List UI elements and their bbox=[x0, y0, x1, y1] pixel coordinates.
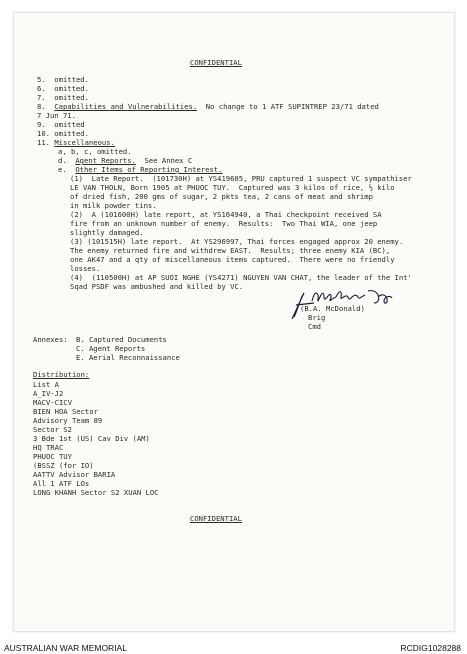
signature-name: (B.A. McDonald) bbox=[300, 304, 365, 313]
archive-footer-left: AUSTRALIAN WAR MEMORIAL bbox=[4, 643, 127, 653]
item-11-d-text: See Annex C bbox=[135, 156, 193, 165]
report-line: slightly damaged. bbox=[70, 228, 144, 237]
item-10: 10. omitted. bbox=[37, 129, 89, 138]
item-8 bbox=[37, 103, 379, 111]
distribution-heading: Distribution: bbox=[33, 370, 90, 379]
report-line: (4) (110500H) at AP SUOI NGHE (YS4271) NGUYEN VAN CHAT, the leader of the Int' bbox=[70, 273, 412, 282]
handwritten-signature bbox=[286, 283, 406, 323]
distribution-line: Sector S2 bbox=[33, 425, 72, 434]
report-line: one AK47 and a qty of miscellaneous items captured. There were no friendly bbox=[70, 255, 395, 264]
classification-footer: CONFIDENTIAL bbox=[190, 514, 242, 523]
item-8-number: 8. bbox=[37, 102, 46, 111]
annex-e: E. Aerial Reconnaissance bbox=[76, 353, 180, 362]
distribution-line: PHUOC TUY bbox=[33, 452, 72, 461]
item-11 bbox=[37, 139, 115, 147]
distribution-line: 3 Bde 1st (US) Cav Div (AM) bbox=[33, 434, 150, 443]
distribution-line: MACV-CICV bbox=[33, 398, 72, 407]
report-line: (1) Late Report. (101730H) at YS419605, PRU captured 1 suspect VC sympathiser bbox=[70, 174, 412, 183]
item-11-e-heading: Other Items of Reporting Interest. bbox=[75, 165, 223, 174]
item-8-continued: 7 Jun 71. bbox=[37, 111, 76, 120]
distribution-line: A_IV-J2 bbox=[33, 389, 64, 398]
item-11-e bbox=[58, 166, 222, 174]
item-9: 9. omitted bbox=[37, 120, 85, 129]
document-page bbox=[13, 12, 455, 632]
report-line: in milk powder tins. bbox=[70, 201, 157, 210]
report-line: fire from an unknown number of enemy. Results: Two Thai WIA, one jeep bbox=[70, 219, 378, 228]
item-5: 5. omitted. bbox=[37, 75, 89, 84]
distribution-line: All 1 ATF LOs bbox=[33, 479, 90, 488]
item-11-e-letter: e. bbox=[58, 165, 67, 174]
report-line: losses. bbox=[70, 264, 101, 273]
report-line: (3) (101515H) late report. At YS296997, Thai forces engaged approx 20 enemy. bbox=[70, 237, 404, 246]
item-11-heading: Miscellaneous. bbox=[54, 138, 115, 147]
item-11-d-heading: Agent Reports. bbox=[75, 156, 136, 165]
signature-rank: Brig bbox=[308, 313, 326, 322]
report-line: LE VAN THOLN, Born 1905 at PHUOC TUY. Captured was 3 kilos of rice, ½ kilo bbox=[70, 183, 395, 192]
distribution-line: LONG KHANH Sector S2 XUAN LOC bbox=[33, 488, 159, 497]
archive-footer-right: RCDIG1028288 bbox=[400, 643, 461, 653]
distribution-line: BIEN HOA Sector bbox=[33, 407, 98, 416]
report-line: (2) A (101600H) late report, at YS164940, a Thai checkpoint received SA bbox=[70, 210, 382, 219]
item-11-abc: a, b, c, omitted. bbox=[58, 147, 132, 156]
item-11-d bbox=[58, 157, 192, 165]
report-line: of dried fish, 200 gms of sugar, 2 pkts tea, 2 cans of meat and shrimp bbox=[70, 192, 373, 201]
item-6: 6. omitted. bbox=[37, 84, 89, 93]
distribution-line: AATTV Advisor BARIA bbox=[33, 470, 116, 479]
item-11-d-letter: d. bbox=[58, 156, 67, 165]
item-11-number: 11. bbox=[37, 138, 50, 147]
distribution-line: List A bbox=[33, 380, 59, 389]
annex-c: C. Agent Reports bbox=[76, 344, 146, 353]
annex-b: B. Captured Documents bbox=[76, 335, 167, 344]
item-8-text: No change to 1 ATF SUPINTREP 23/71 dated bbox=[197, 102, 379, 111]
distribution-line: Advisory Team 89 bbox=[33, 416, 103, 425]
report-line: The enemy returned fire and withdrew EAST. Results; three enemy KIA (BC), bbox=[70, 246, 391, 255]
item-7: 7. omitted. bbox=[37, 93, 89, 102]
distribution-line: HQ TRAC bbox=[33, 443, 64, 452]
report-line: Sqad PSDF was ambushed and killed by VC. bbox=[70, 282, 244, 291]
item-8-heading: Capabilities and Vulnerabilities. bbox=[54, 102, 198, 111]
distribution-line: (BSSZ (for IO) bbox=[33, 461, 94, 470]
signature-appointment: Cmd bbox=[308, 322, 321, 331]
annexes-label: Annexes: bbox=[33, 335, 68, 344]
classification-header: CONFIDENTIAL bbox=[190, 58, 242, 67]
